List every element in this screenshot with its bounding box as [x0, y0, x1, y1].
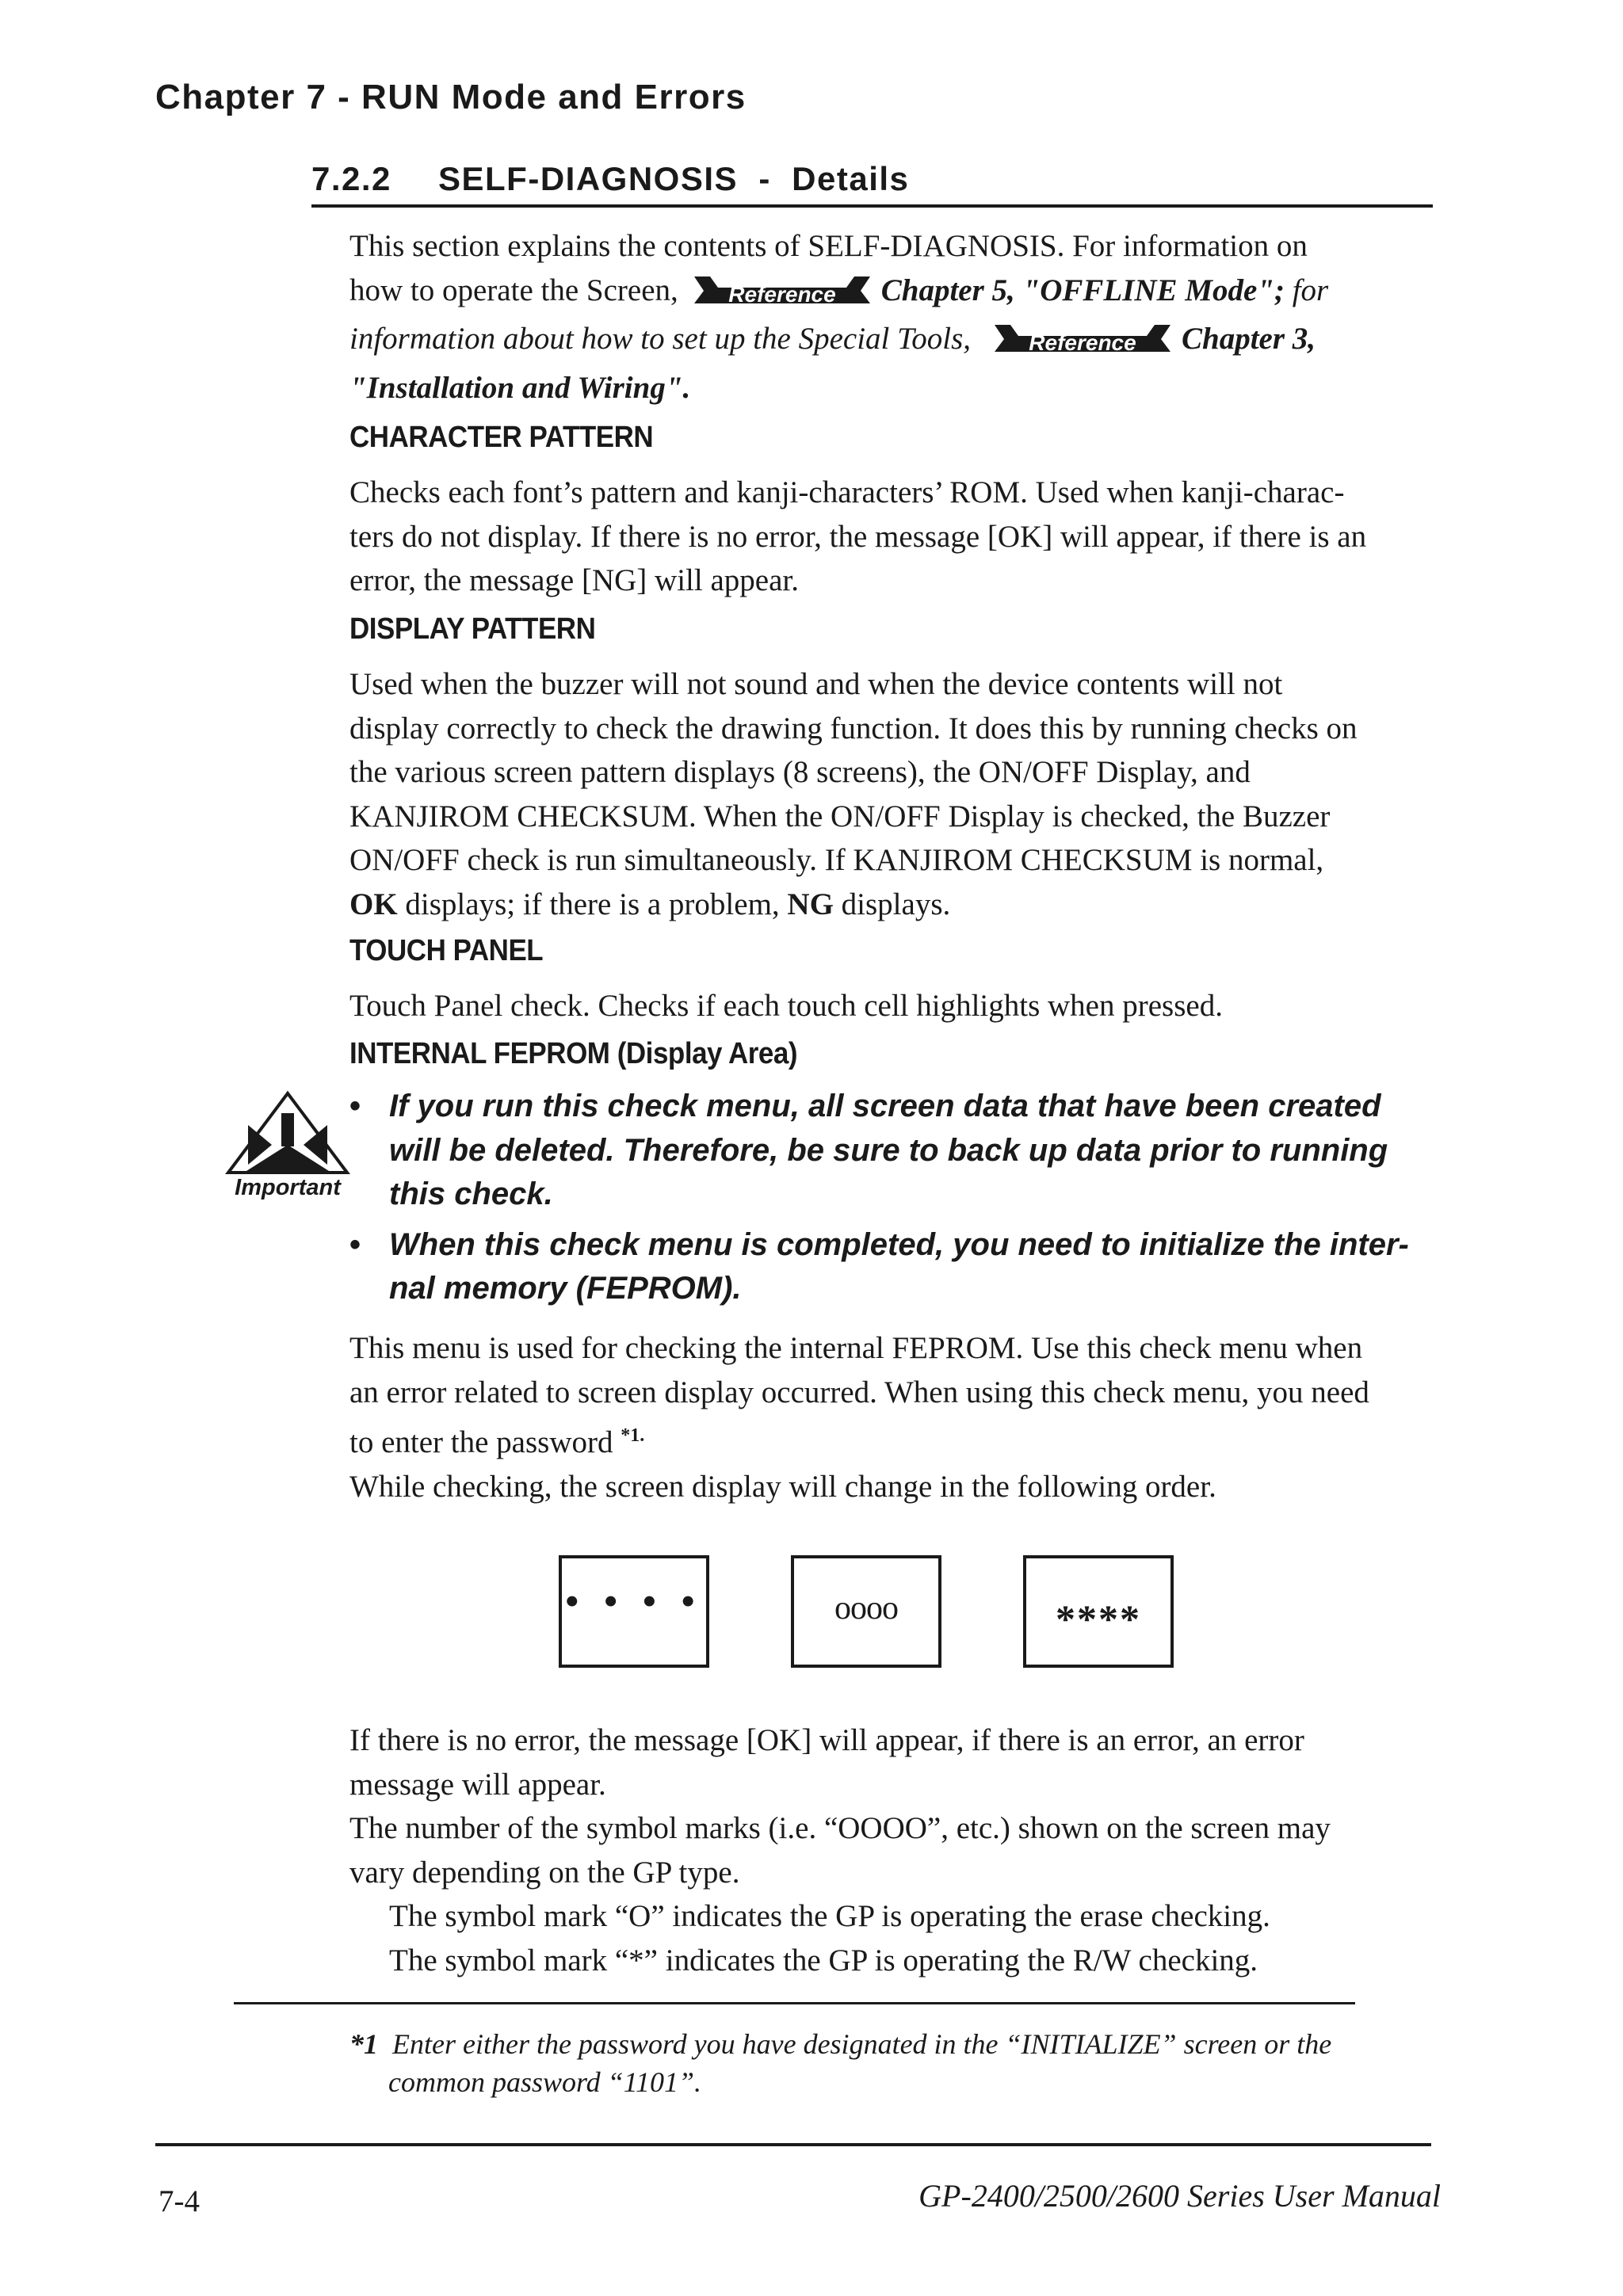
footnote-line: [349, 2025, 1443, 2063]
bullet-line: nal memory (FEPROM).: [389, 1271, 742, 1306]
character-pattern-heading: CHARACTER PATTERN: [349, 421, 654, 454]
body-line: ters do not display. If there is no error, the message [OK] will appear, if there is an: [349, 519, 1367, 554]
body-line: error, the message [NG] will appear.: [349, 563, 799, 597]
section-title: [311, 160, 909, 198]
internal-feprom-heading: INTERNAL FEPROM (Display Area): [349, 1037, 798, 1070]
intro-line: This section explains the contents of SELF-DIAGNOSIS. For information on: [349, 229, 1308, 263]
display-pattern-heading: DISPLAY PATTERN: [349, 612, 596, 646]
body-line: message will appear.: [349, 1767, 606, 1802]
footnote-text: Enter either the password you have designated in the “INITIALIZE” screen or the: [392, 2028, 1332, 2060]
reference-icon: [694, 273, 870, 318]
footer-rule: [155, 2143, 1431, 2146]
page-number: 7-4: [158, 2184, 200, 2218]
screen-symbol: oooo: [834, 1590, 898, 1627]
footnote-ref[interactable]: *1.: [621, 1425, 645, 1446]
reference-link[interactable]: Chapter 3,: [1182, 322, 1316, 356]
intro-line: [349, 269, 1435, 318]
bullet-line: If you run this check menu, all screen data that have been created: [389, 1089, 1381, 1123]
reference-label: Reference: [728, 281, 836, 305]
touch-panel-text: [349, 984, 1435, 1028]
character-pattern-text: [349, 471, 1435, 603]
body-line: an error related to screen display occurred. When using this check menu, you need: [349, 1375, 1369, 1409]
body-line: the various screen pattern displays (8 screens), the ON/OFF Display, and: [349, 755, 1251, 789]
body-line: display correctly to check the drawing function. It does this by running checks on: [349, 711, 1358, 746]
footnote-line: common password “1101”.: [388, 2066, 702, 2098]
intro-text: for: [1284, 273, 1329, 307]
section-number: 7.2.2: [311, 160, 391, 197]
ng-text: NG: [787, 887, 834, 921]
intro-text: information about how to set up the Special Tools,: [349, 322, 971, 356]
important-bullet: [349, 1085, 1443, 1217]
section-heading: SELF-DIAGNOSIS - Details: [438, 160, 910, 197]
manual-title: GP-2400/2500/2600 Series User Manual: [918, 2178, 1441, 2214]
chapter-title: Chapter 7 - RUN Mode and Errors: [155, 78, 747, 116]
body-line: [349, 1414, 1435, 1465]
intro-paragraph: [349, 224, 1435, 410]
footnote: [349, 2025, 1443, 2101]
intro-text: how to operate the Screen,: [349, 273, 678, 307]
bullet-dot: •: [349, 1089, 361, 1123]
important-bullet: [349, 1223, 1443, 1311]
screen-symbol: ****: [1056, 1596, 1141, 1641]
body-text: displays; if there is a problem,: [397, 887, 788, 921]
screen-box: [1023, 1555, 1174, 1668]
section-rule: [311, 204, 1433, 208]
body-line: Checks each font’s pattern and kanji-characters’ ROM. Used when kanji-charac-: [349, 475, 1345, 509]
intro-line: [349, 317, 1435, 366]
feprom-result-text: [349, 1718, 1435, 1982]
reference-label: Reference: [1029, 330, 1136, 353]
bullet-line: this check.: [389, 1177, 553, 1211]
body-text: displays.: [833, 887, 951, 921]
screen-symbol: • • • •: [565, 1580, 703, 1623]
body-line: The symbol mark “O” indicates the GP is operating the erase checking.: [389, 1899, 1270, 1933]
body-line: [349, 883, 1435, 927]
screen-box: [791, 1555, 941, 1668]
body-line: This menu is used for checking the internal FEPROM. Use this check menu when: [349, 1331, 1363, 1365]
touch-panel-heading: TOUCH PANEL: [349, 934, 544, 967]
body-line: The number of the symbol marks (i.e. “OOOO”, etc.) shown on the screen may: [349, 1811, 1331, 1845]
reference-icon: [995, 322, 1170, 366]
body-line: If there is no error, the message [OK] will appear, if there is an error, an error: [349, 1723, 1304, 1757]
feprom-text: [349, 1326, 1435, 1508]
ok-text: OK: [349, 887, 398, 921]
bullet-line: will be deleted. Therefore, be sure to back up data prior to running: [389, 1132, 1388, 1168]
body-line: The symbol mark “*” indicates the GP is operating the R/W checking.: [389, 1943, 1258, 1978]
display-pattern-text: [349, 662, 1435, 926]
important-label: Important: [235, 1175, 341, 1200]
body-line: KANJIROM CHECKSUM. When the ON/OFF Display is checked, the Buzzer: [349, 799, 1331, 833]
reference-link[interactable]: Chapter 5, "OFFLINE Mode";: [880, 273, 1285, 307]
body-line: Used when the buzzer will not sound and when the device contents will not: [349, 667, 1283, 701]
reference-link[interactable]: "Installation and Wiring".: [349, 370, 691, 405]
important-icon: [224, 1089, 351, 1208]
body-line: ON/OFF check is run simultaneously. If KANJIROM CHECKSUM is normal,: [349, 843, 1324, 877]
footnote-rule: [234, 2002, 1355, 2004]
body-line: vary depending on the GP type.: [349, 1855, 740, 1890]
body-text: to enter the password: [349, 1425, 621, 1459]
body-line: While checking, the screen display will change in the following order.: [349, 1469, 1216, 1504]
screen-box: [559, 1555, 709, 1668]
body-line: Touch Panel check. Checks if each touch cell highlights when pressed.: [349, 989, 1223, 1023]
footnote-mark: *1: [349, 2028, 378, 2060]
bullet-dot: •: [349, 1226, 361, 1262]
important-bullets: [349, 1085, 1443, 1311]
bullet-line: When this check menu is completed, you need to initialize the inter-: [389, 1226, 1409, 1262]
